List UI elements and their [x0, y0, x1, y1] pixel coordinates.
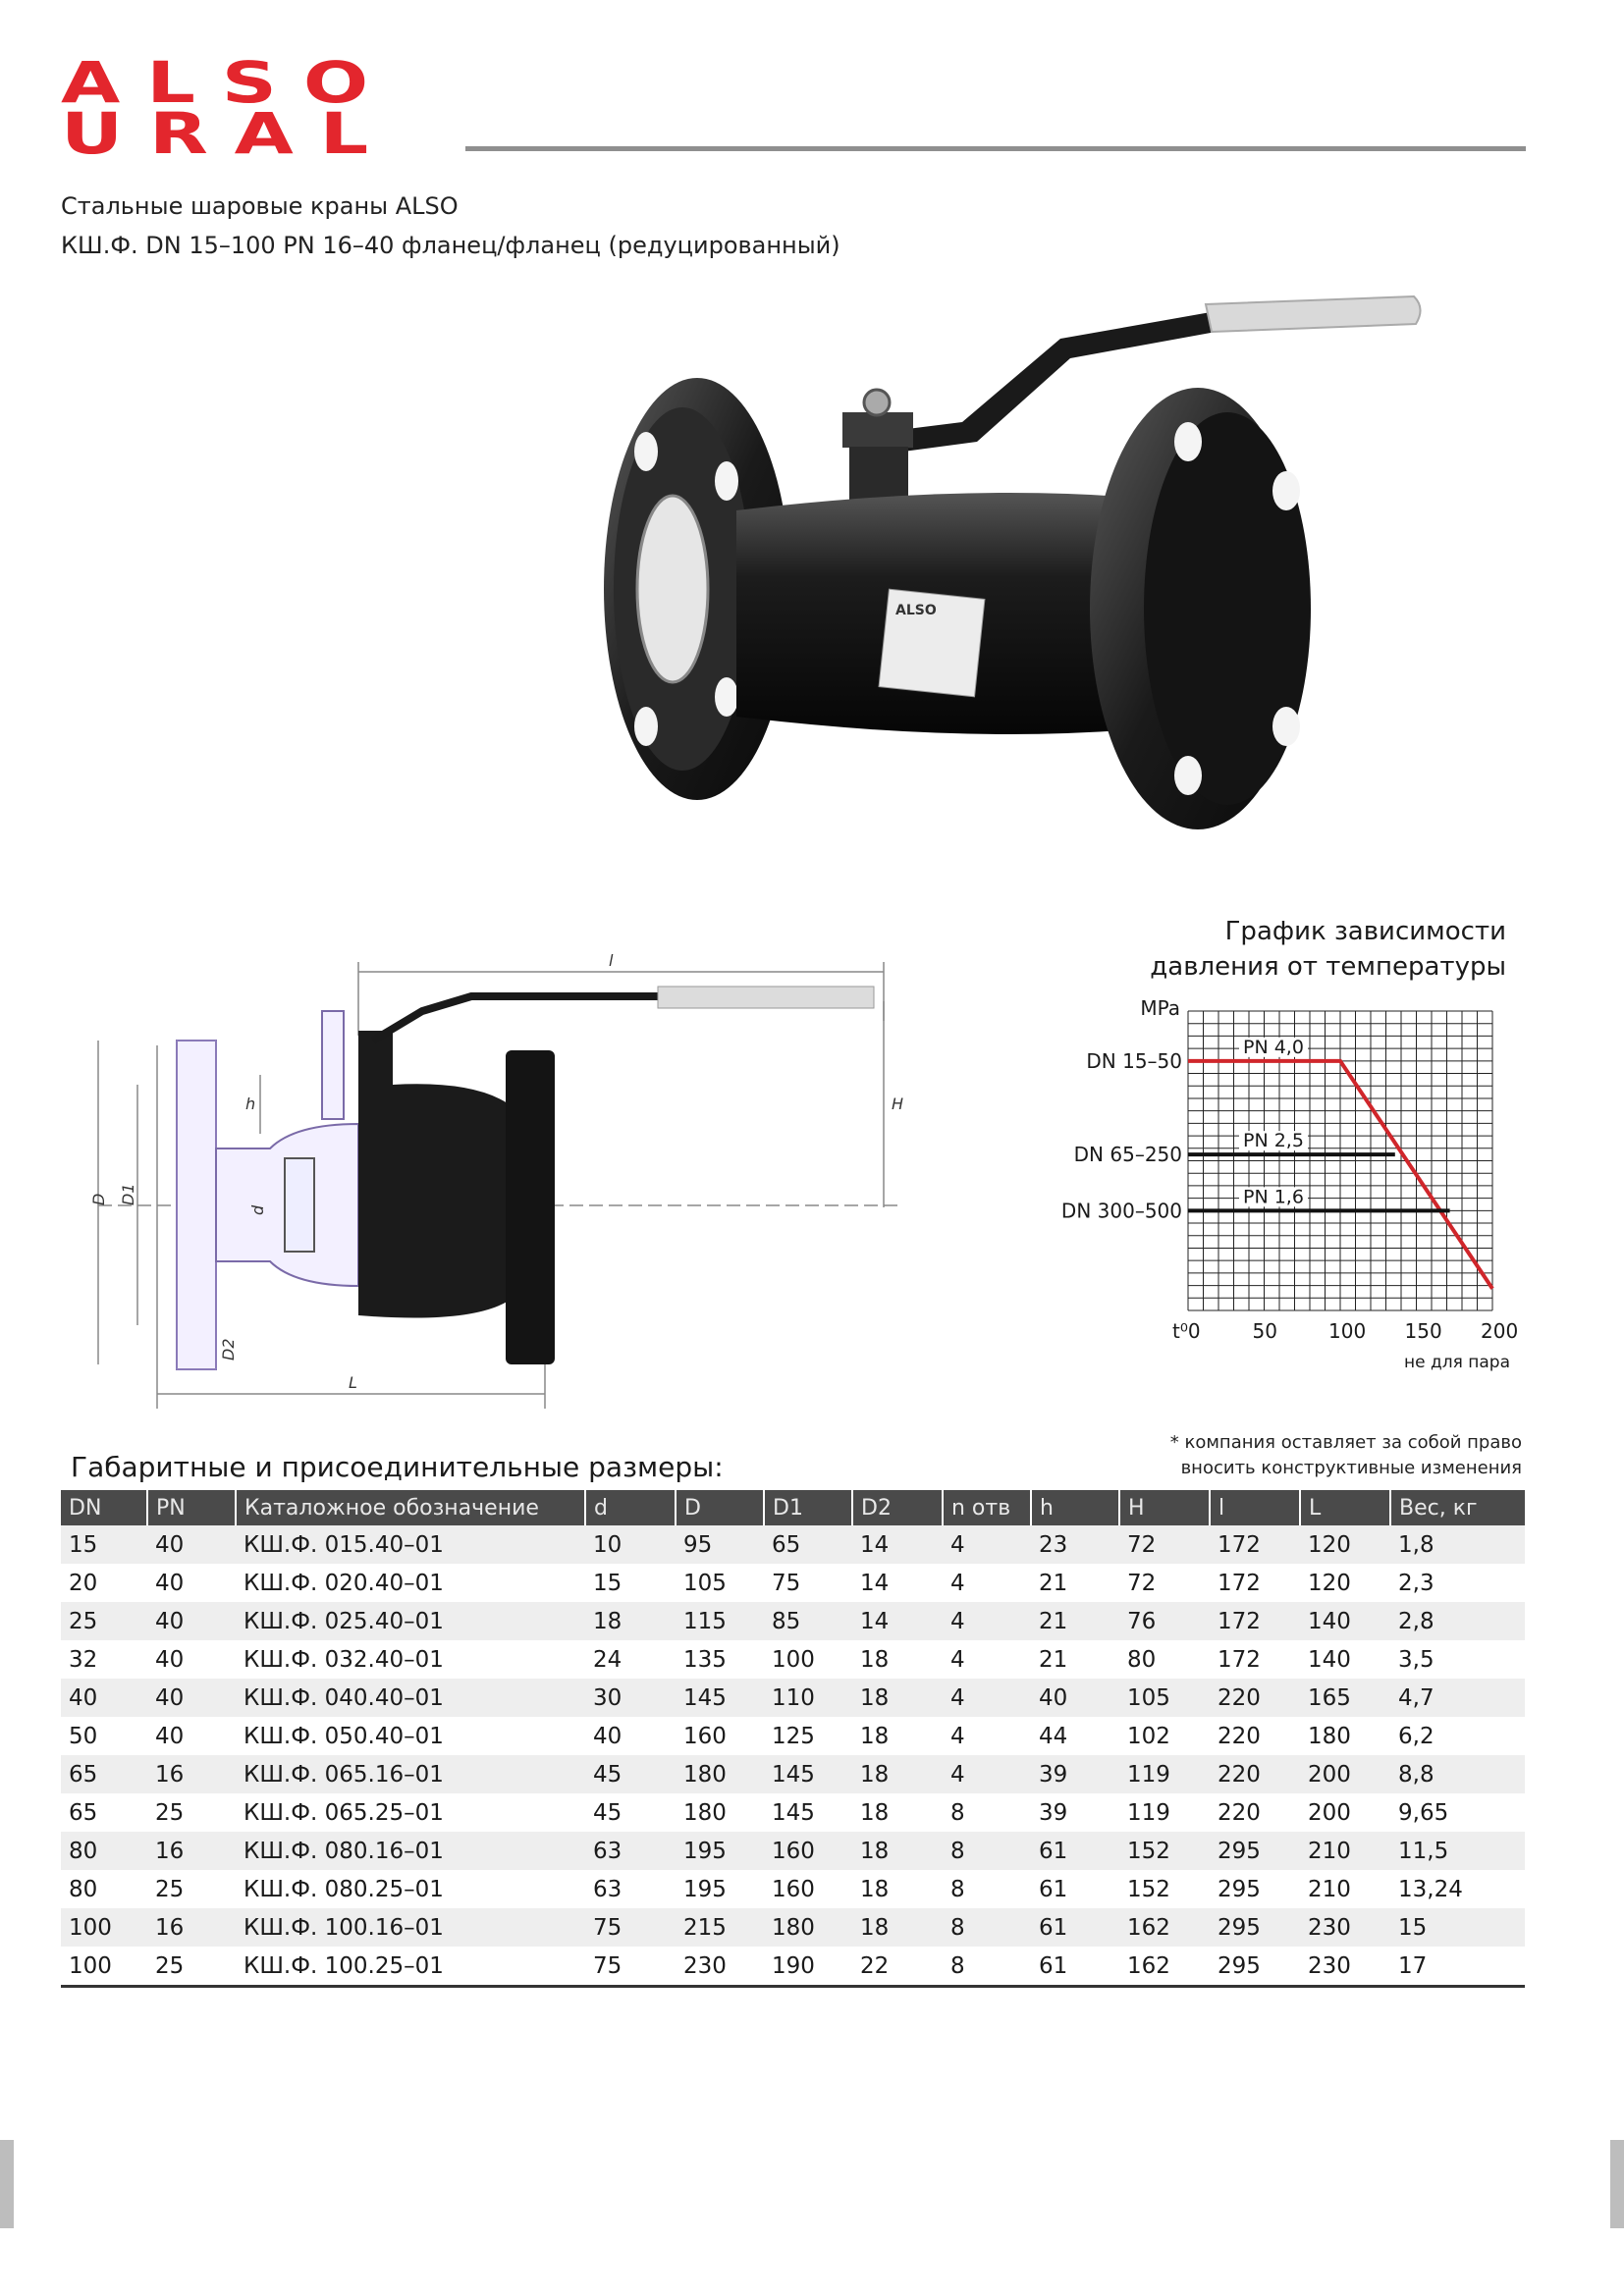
table-cell: 18: [852, 1640, 943, 1679]
column-header: Вес, кг: [1390, 1490, 1525, 1525]
table-cell: КШ.Ф. 050.40–01: [236, 1717, 585, 1755]
table-cell: 160: [676, 1717, 764, 1755]
view-handle-grip: [658, 987, 874, 1008]
series-dn-label: DN 300–500: [1060, 1199, 1182, 1223]
label-D1: D1: [119, 1183, 137, 1205]
view-body: [358, 1031, 515, 1318]
table-cell: 80: [61, 1870, 147, 1908]
table-row: [61, 1832, 1525, 1870]
table-cell: 32: [61, 1640, 147, 1679]
disclaimer-line1: * компания оставляет за собой право: [1169, 1432, 1522, 1453]
table-cell: 152: [1119, 1870, 1210, 1908]
table-cell: 40: [1031, 1679, 1119, 1717]
table-row: [61, 1717, 1525, 1755]
series-name-label: PN 2,5: [1243, 1130, 1304, 1152]
table-cell: 195: [676, 1832, 764, 1870]
bolt-hole: [715, 461, 738, 501]
table-cell: КШ.Ф. 015.40–01: [236, 1525, 585, 1564]
table-row: [61, 1870, 1525, 1908]
table-cell: 40: [147, 1640, 236, 1679]
table-cell: 10: [585, 1525, 676, 1564]
table-cell: 18: [852, 1832, 943, 1870]
table-cell: 63: [585, 1870, 676, 1908]
column-header: DN: [61, 1490, 147, 1525]
x-tick-label: 150: [1404, 1319, 1442, 1343]
bolt-hole: [634, 707, 658, 746]
table-cell: 8: [943, 1947, 1031, 1987]
table-cell: 75: [585, 1947, 676, 1987]
document-title-line1: Стальные шаровые краны ALSO: [61, 192, 459, 220]
table-cell: 230: [1300, 1947, 1390, 1987]
table-cell: 220: [1210, 1793, 1300, 1832]
table-cell: 17: [1390, 1947, 1525, 1987]
table-row: [61, 1564, 1525, 1602]
table-cell: 4: [943, 1525, 1031, 1564]
table-header-row: [61, 1490, 1525, 1525]
table-cell: 210: [1300, 1832, 1390, 1870]
table-cell: 135: [676, 1640, 764, 1679]
table-cell: 40: [147, 1602, 236, 1640]
document-title-line2: КШ.Ф. DN 15–100 PN 16–40 фланец/фланец (редуцированный): [61, 232, 840, 259]
chart-labels: [1061, 996, 1518, 1372]
table-cell: 195: [676, 1870, 764, 1908]
x-tick-label: t⁰0: [1172, 1319, 1201, 1343]
table-row: [61, 1908, 1525, 1947]
label-l: l: [609, 951, 614, 970]
nameplate-brand: ALSO: [895, 603, 937, 618]
table-cell: 200: [1300, 1755, 1390, 1793]
table-cell: 230: [676, 1947, 764, 1987]
table-cell: 61: [1031, 1832, 1119, 1870]
brand-logo: [61, 49, 405, 167]
table-cell: 80: [61, 1832, 147, 1870]
series-name-label: PN 1,6: [1243, 1186, 1304, 1208]
table-cell: 40: [61, 1679, 147, 1717]
table-cell: 18: [852, 1717, 943, 1755]
column-header: L: [1300, 1490, 1390, 1525]
x-tick-label: 100: [1328, 1319, 1367, 1343]
table-cell: 18: [852, 1755, 943, 1793]
table-cell: 14: [852, 1564, 943, 1602]
bolt-hole: [1272, 471, 1300, 510]
table-cell: 18: [585, 1602, 676, 1640]
table-cell: 145: [764, 1755, 852, 1793]
table-cell: 65: [764, 1525, 852, 1564]
table-cell: 50: [61, 1717, 147, 1755]
y-axis-label: MPa: [1140, 996, 1180, 1020]
table-cell: КШ.Ф. 065.25–01: [236, 1793, 585, 1832]
table-cell: 120: [1300, 1525, 1390, 1564]
table-cell: 76: [1119, 1602, 1210, 1640]
table-cell: 295: [1210, 1870, 1300, 1908]
table-cell: 72: [1119, 1525, 1210, 1564]
table-cell: 140: [1300, 1602, 1390, 1640]
label-d: d: [248, 1204, 267, 1215]
table-cell: 162: [1119, 1947, 1210, 1987]
table-cell: 24: [585, 1640, 676, 1679]
table-cell: КШ.Ф. 080.16–01: [236, 1832, 585, 1870]
label-L: L: [349, 1373, 357, 1392]
table-cell: 75: [764, 1564, 852, 1602]
table-row: [61, 1640, 1525, 1679]
table-cell: 172: [1210, 1640, 1300, 1679]
table-cell: 39: [1031, 1793, 1119, 1832]
table-cell: 6,2: [1390, 1717, 1525, 1755]
table-cell: 61: [1031, 1947, 1119, 1987]
table-cell: 4: [943, 1640, 1031, 1679]
table-cell: 40: [585, 1717, 676, 1755]
section-flange: [177, 1041, 216, 1369]
table-cell: 220: [1210, 1755, 1300, 1793]
column-header: H: [1119, 1490, 1210, 1525]
label-h: h: [245, 1095, 256, 1113]
table-cell: 61: [1031, 1908, 1119, 1947]
table-cell: 105: [676, 1564, 764, 1602]
table-cell: 18: [852, 1679, 943, 1717]
left-port: [637, 496, 708, 682]
table-cell: 165: [1300, 1679, 1390, 1717]
table-cell: 63: [585, 1832, 676, 1870]
column-header: D2: [852, 1490, 943, 1525]
disclaimer-line2: вносить конструктивные изменения: [1180, 1458, 1522, 1478]
table-cell: 15: [1390, 1908, 1525, 1947]
table-cell: 8: [943, 1832, 1031, 1870]
table-cell: 145: [676, 1679, 764, 1717]
table-row: [61, 1679, 1525, 1717]
x-tick-label: 50: [1252, 1319, 1277, 1343]
table-cell: 85: [764, 1602, 852, 1640]
table-cell: 125: [764, 1717, 852, 1755]
table-row: [61, 1755, 1525, 1793]
table-cell: 145: [764, 1793, 852, 1832]
section-seat: [285, 1158, 314, 1252]
bolt-hole: [634, 432, 658, 471]
table-cell: 4,7: [1390, 1679, 1525, 1717]
section-stem: [322, 1011, 344, 1119]
table-cell: 295: [1210, 1832, 1300, 1870]
table-cell: 8: [943, 1908, 1031, 1947]
table-row: [61, 1947, 1525, 1987]
table-cell: 200: [1300, 1793, 1390, 1832]
table-cell: 40: [147, 1679, 236, 1717]
table-cell: 119: [1119, 1755, 1210, 1793]
table-cell: 65: [61, 1755, 147, 1793]
table-cell: 72: [1119, 1564, 1210, 1602]
table-cell: 2,8: [1390, 1602, 1525, 1640]
chart-title-line1: График зависимости: [1224, 917, 1506, 946]
table-cell: 120: [1300, 1564, 1390, 1602]
table-cell: 20: [61, 1564, 147, 1602]
stem-nut: [864, 390, 890, 415]
table-cell: 65: [61, 1793, 147, 1832]
table-cell: 1,8: [1390, 1525, 1525, 1564]
table-cell: 21: [1031, 1640, 1119, 1679]
bolt-hole: [1174, 422, 1202, 461]
table-cell: 105: [1119, 1679, 1210, 1717]
table-cell: 160: [764, 1832, 852, 1870]
x-tick-label: 200: [1481, 1319, 1519, 1343]
table-cell: 25: [147, 1947, 236, 1987]
stem-plate: [842, 412, 913, 448]
chart-footnote: не для пара: [1404, 1353, 1510, 1372]
table-cell: 230: [1300, 1908, 1390, 1947]
column-header: l: [1210, 1490, 1300, 1525]
table-title: Габаритные и присоединительные размеры:: [71, 1451, 724, 1483]
table-cell: 110: [764, 1679, 852, 1717]
table-cell: 4: [943, 1602, 1031, 1640]
table-cell: 45: [585, 1755, 676, 1793]
page-edge-mark-right: [1610, 2140, 1624, 2228]
series-dn-label: DN 65–250: [1073, 1143, 1182, 1167]
table-cell: 4: [943, 1564, 1031, 1602]
table-row: [61, 1602, 1525, 1640]
table-cell: 172: [1210, 1564, 1300, 1602]
table-cell: 295: [1210, 1908, 1300, 1947]
table-row: [61, 1793, 1525, 1832]
table-cell: 15: [61, 1525, 147, 1564]
view-handle: [373, 996, 668, 1041]
series-dn-label: DN 15–50: [1086, 1048, 1182, 1073]
pressure-temperature-chart: [1041, 991, 1551, 1372]
table-cell: 115: [676, 1602, 764, 1640]
table-cell: 220: [1210, 1679, 1300, 1717]
table-cell: 13,24: [1390, 1870, 1525, 1908]
table-cell: 140: [1300, 1640, 1390, 1679]
table-cell: 44: [1031, 1717, 1119, 1755]
chart-grid: [1188, 1011, 1492, 1310]
label-D: D: [89, 1193, 108, 1205]
table-cell: 190: [764, 1947, 852, 1987]
table-cell: 40: [147, 1564, 236, 1602]
column-header: d: [585, 1490, 676, 1525]
table-cell: 180: [764, 1908, 852, 1947]
table-cell: 102: [1119, 1717, 1210, 1755]
bolt-hole: [715, 677, 738, 717]
table-cell: 3,5: [1390, 1640, 1525, 1679]
table-cell: 75: [585, 1908, 676, 1947]
brand-logo-line2: URAL: [61, 100, 395, 167]
table-cell: КШ.Ф. 032.40–01: [236, 1640, 585, 1679]
bolt-hole: [1272, 707, 1300, 746]
table-cell: 16: [147, 1908, 236, 1947]
table-cell: 2,3: [1390, 1564, 1525, 1602]
table-cell: 172: [1210, 1525, 1300, 1564]
bolt-hole: [1174, 756, 1202, 795]
table-cell: 61: [1031, 1870, 1119, 1908]
column-header: PN: [147, 1490, 236, 1525]
table-cell: КШ.Ф. 080.25–01: [236, 1870, 585, 1908]
column-header: Каталожное обозначение: [236, 1490, 585, 1525]
table-cell: 160: [764, 1870, 852, 1908]
column-header: h: [1031, 1490, 1119, 1525]
table-body: [61, 1525, 1525, 1987]
table-cell: 100: [61, 1947, 147, 1987]
table-cell: 40: [147, 1717, 236, 1755]
table-cell: 119: [1119, 1793, 1210, 1832]
table-cell: 8,8: [1390, 1755, 1525, 1793]
table-cell: 4: [943, 1679, 1031, 1717]
series-name-label: PN 4,0: [1243, 1036, 1304, 1058]
table-cell: 4: [943, 1755, 1031, 1793]
table-cell: 21: [1031, 1602, 1119, 1640]
table-row: [61, 1525, 1525, 1564]
table-cell: 80: [1119, 1640, 1210, 1679]
brand-logo-line1: ALSO: [61, 49, 395, 116]
label-H: H: [892, 1095, 904, 1113]
label-D2: D2: [219, 1338, 238, 1361]
table-cell: 8: [943, 1793, 1031, 1832]
table-cell: 180: [676, 1755, 764, 1793]
page-edge-mark-left: [0, 2140, 14, 2228]
table-cell: 23: [1031, 1525, 1119, 1564]
handle-grip: [1206, 296, 1421, 332]
table-cell: 25: [147, 1793, 236, 1832]
table-cell: КШ.Ф. 025.40–01: [236, 1602, 585, 1640]
table-cell: 100: [764, 1640, 852, 1679]
table-cell: 30: [585, 1679, 676, 1717]
table-cell: КШ.Ф. 065.16–01: [236, 1755, 585, 1793]
table-cell: 18: [852, 1793, 943, 1832]
technical-drawing: [89, 942, 923, 1414]
table-cell: 210: [1300, 1870, 1390, 1908]
product-photo: [589, 285, 1434, 883]
right-flange-face: [1144, 412, 1311, 805]
column-header: D1: [764, 1490, 852, 1525]
table-cell: 180: [676, 1793, 764, 1832]
table-cell: 172: [1210, 1602, 1300, 1640]
chart-title-line2: давления от температуры: [1150, 952, 1506, 982]
table-cell: 22: [852, 1947, 943, 1987]
table-cell: 14: [852, 1602, 943, 1640]
table-cell: 295: [1210, 1947, 1300, 1987]
table-cell: КШ.Ф. 040.40–01: [236, 1679, 585, 1717]
table-cell: 25: [147, 1870, 236, 1908]
table-cell: 18: [852, 1908, 943, 1947]
table-cell: 8: [943, 1870, 1031, 1908]
table-cell: 40: [147, 1525, 236, 1564]
table-cell: КШ.Ф. 100.25–01: [236, 1947, 585, 1987]
table-cell: 14: [852, 1525, 943, 1564]
table-cell: 152: [1119, 1832, 1210, 1870]
header-rule: [465, 146, 1526, 151]
table-cell: 4: [943, 1717, 1031, 1755]
column-header: D: [676, 1490, 764, 1525]
table-cell: 220: [1210, 1717, 1300, 1755]
table-cell: КШ.Ф. 020.40–01: [236, 1564, 585, 1602]
table-cell: 9,65: [1390, 1793, 1525, 1832]
table-cell: 45: [585, 1793, 676, 1832]
table-cell: 16: [147, 1832, 236, 1870]
table-cell: 162: [1119, 1908, 1210, 1947]
view-flange: [506, 1050, 555, 1364]
dimensions-table: [61, 1490, 1525, 1988]
table-cell: 100: [61, 1908, 147, 1947]
table-cell: 39: [1031, 1755, 1119, 1793]
table-cell: 15: [585, 1564, 676, 1602]
table-cell: 16: [147, 1755, 236, 1793]
table-cell: 11,5: [1390, 1832, 1525, 1870]
table-cell: 25: [61, 1602, 147, 1640]
table-cell: 95: [676, 1525, 764, 1564]
table-cell: 180: [1300, 1717, 1390, 1755]
table-cell: 215: [676, 1908, 764, 1947]
table-cell: 21: [1031, 1564, 1119, 1602]
table-cell: 18: [852, 1870, 943, 1908]
table-cell: КШ.Ф. 100.16–01: [236, 1908, 585, 1947]
column-header: n отв: [943, 1490, 1031, 1525]
